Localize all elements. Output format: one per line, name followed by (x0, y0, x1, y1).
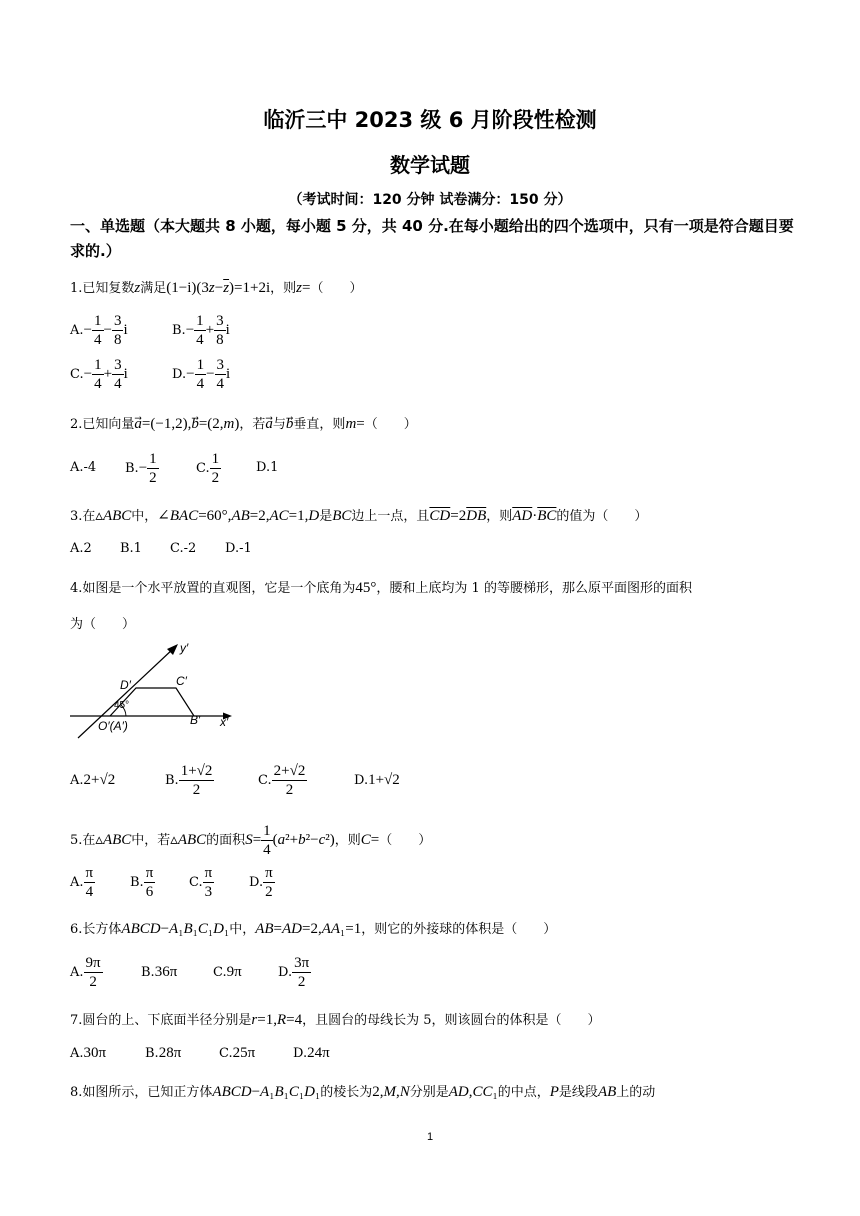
exam-subject: 数学试题 (390, 153, 470, 177)
q6-option-b: B.36π (141, 964, 178, 980)
label-c: C′ (176, 674, 187, 688)
page-number: 1 (426, 1131, 434, 1143)
section-heading: 一、单选题（本大题共 8 小题，每小题 5 分，共 40 分.在每小题给出的四个选项中，只有一项是符合题目要求的.） (70, 217, 794, 260)
q6-option-a: A. $\frac{9\pi}{2}$ (70, 955, 101, 990)
q2-option-c: C. $\frac{1}{2}$ (196, 451, 220, 486)
q6-option-c: C.9π (213, 964, 242, 980)
q4-option-a: A.2+√2 (70, 772, 116, 788)
q7-option-d: D.24π (293, 1045, 330, 1061)
q1-option-c: C.− $\frac{1}{4}$ + $\frac{3}{4}$ i (70, 357, 128, 392)
exam-title: 临沂三中 2023 级 6 月阶段性检测 (263, 108, 597, 132)
question-1: 1.已知复数z满足$(1-i)(3z-\overline{z})=1+2i$，则z=（ ） (70, 280, 363, 296)
label-x-axis: x′ (220, 715, 229, 729)
q3-option-b: B.1 (120, 541, 142, 556)
question-7: 7.圆台的上、下底面半径分别是r=1,R=4，且圆台的母线长为 5，则该圆台的体积是（ ） (70, 1012, 601, 1028)
q4-option-c: C. $\frac{2+√2}{2}$ (258, 763, 306, 798)
q1-option-a: A.− $\frac{1}{4}$ − $\frac{3}{8}$ i (70, 313, 128, 348)
question-6: 6.长方体ABCD−A₁B₁C₁D₁中，AB=AD=2,AA₁=1，则它的外接球的体积是（ ） (70, 921, 557, 937)
label-y-axis: y′ (180, 641, 189, 655)
q5-option-d: D. $\frac{\pi}{2}$ (249, 865, 273, 900)
label-angle: 45° (114, 700, 130, 711)
q6-option-d: D. $\frac{3\pi}{2}$ (278, 955, 310, 990)
q4-option-b: B. $\frac{1+√2}{2}$ (165, 763, 213, 798)
q3-option-a: A.2 (70, 541, 92, 556)
question-8: 8.如图所示，已知正方体ABCD−A₁B₁C₁D₁的棱长为2,M,N分别是AD,CC₁的中点，P是线段AB上的动 (70, 1084, 656, 1100)
q3-option-d: D.-1 (225, 541, 252, 556)
question-4-line-2: 为（ ） (70, 617, 136, 632)
question-2: 2.已知向量a⃗=(−1,2),b⃗=(2,m)，若a与b垂直，则m=（ ） (70, 416, 417, 432)
question-5: 5.在▵ABC中，若▵ABC的面积S= $\frac{1}{4}$ (a²+b²−c²)，则C=（ ） (70, 823, 432, 858)
q5-option-a: A. $\frac{\pi}{4}$ (70, 865, 94, 900)
q5-option-c: C. $\frac{\pi}{3}$ (189, 865, 213, 900)
q7-option-c: C.25π (219, 1045, 256, 1061)
question-4-line-1: 4.如图是一个水平放置的直观图，它是一个底角为45°，腰和上底均为 1 的等腰梯形，那么原平面图形的面积 (70, 580, 692, 596)
label-b: B′ (190, 713, 201, 727)
q3-option-c: C.-2 (170, 541, 197, 556)
q4-figure (66, 636, 246, 744)
q1-option-d: D.− $\frac{1}{4}$ − $\frac{3}{4}$ i (172, 357, 231, 392)
question-3: 3.在▵ABC中，∠BAC=60°,AB=2,AC=1,D是BC边上一点，且$\overline{CD}=2\overline{DB}$，则$\overline{AD}\cdot\overline{BC}$的值为（ ） (70, 508, 648, 524)
q4-option-d: D.1+√2 (354, 772, 400, 788)
exam-info: （考试时间：120 分钟 试卷满分：150 分） (288, 192, 572, 208)
q2-option-b: B.− $\frac{1}{2}$ (125, 451, 157, 486)
q1-option-b: B.− $\frac{1}{4}$ + $\frac{3}{8}$ i (172, 313, 230, 348)
q2-option-a: A.-4 (70, 460, 97, 475)
q5-option-b: B. $\frac{\pi}{6}$ (130, 865, 154, 900)
q2-option-d: D.1 (256, 460, 279, 475)
q7-option-a: A.30π (70, 1045, 107, 1061)
label-o-a: O′(A′) (98, 719, 128, 733)
q7-option-b: B.28π (145, 1045, 182, 1061)
label-d: D′ (120, 678, 131, 692)
